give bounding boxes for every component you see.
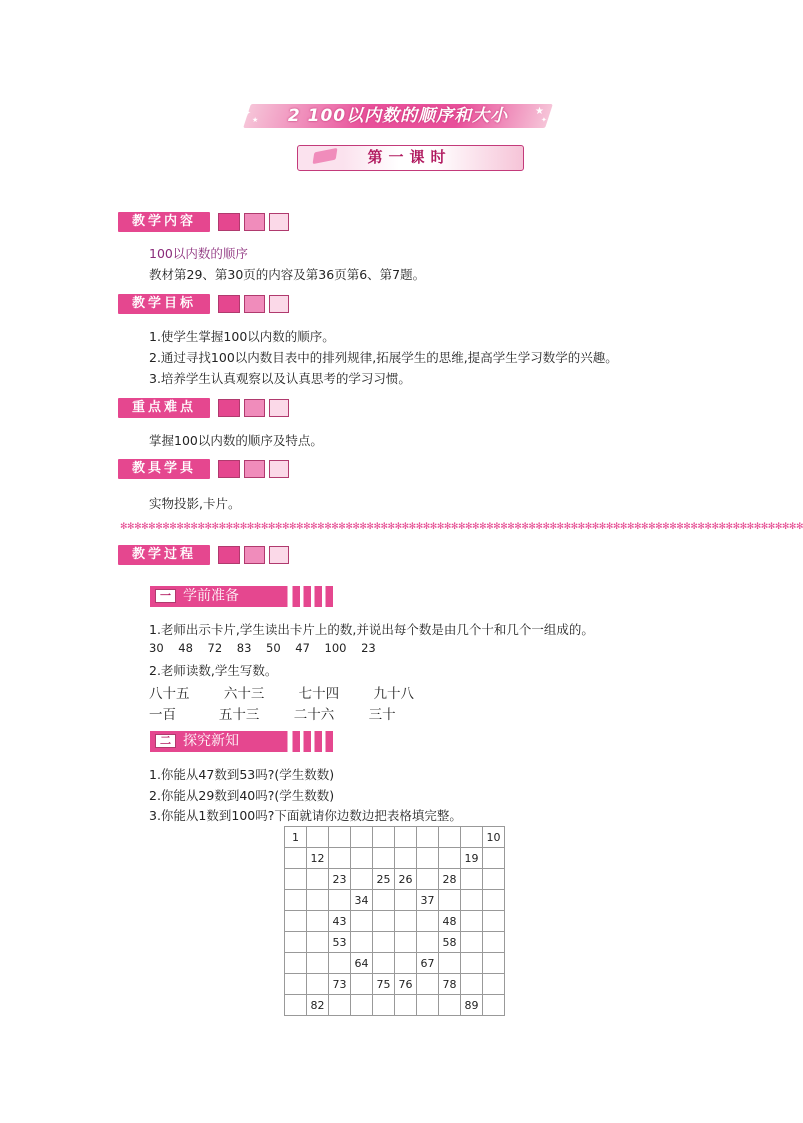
section-label: 教具学具 <box>118 459 210 479</box>
table-cell: 37 <box>417 890 439 911</box>
table-cell <box>483 974 505 995</box>
table-cell: 23 <box>329 869 351 890</box>
table-cell: 1 <box>285 827 307 848</box>
decor-square <box>269 460 289 478</box>
text-line: 2.你能从29数到40吗?(学生数数) <box>149 788 335 803</box>
table-cell: 67 <box>417 953 439 974</box>
text-line: 3.培养学生认真观察以及认真思考的学习习惯。 <box>149 371 411 386</box>
table-cell <box>417 848 439 869</box>
decor-square <box>269 546 289 564</box>
table-cell <box>285 890 307 911</box>
table-cell <box>285 911 307 932</box>
subheader-explore <box>150 731 333 752</box>
table-cell <box>285 848 307 869</box>
table-cell <box>351 995 373 1016</box>
decor-square <box>244 213 265 231</box>
table-cell: 26 <box>395 869 417 890</box>
table-cell <box>461 869 483 890</box>
table-cell <box>439 827 461 848</box>
chinese-numbers-row: 八十五 六十三 七十四 九十八 <box>149 686 414 702</box>
decor-square <box>244 546 265 564</box>
table-cell <box>461 890 483 911</box>
text-line: 实物投影,卡片。 <box>149 496 241 511</box>
text-line: 1.老师出示卡片,学生读出卡片上的数,并说出每个数是由几个十和几个一组成的。 <box>149 622 594 637</box>
section-label: 教学过程 <box>118 545 210 565</box>
table-row <box>285 911 505 932</box>
table-cell <box>329 848 351 869</box>
decor-square <box>218 546 240 564</box>
table-cell <box>285 953 307 974</box>
decor-square <box>269 295 289 313</box>
table-cell <box>483 995 505 1016</box>
decor-square <box>269 399 289 417</box>
table-cell: 48 <box>439 911 461 932</box>
table-cell: 25 <box>373 869 395 890</box>
table-row <box>285 932 505 953</box>
table-cell <box>307 932 329 953</box>
table-cell <box>395 911 417 932</box>
table-row <box>285 869 505 890</box>
sub-label: 探究新知 <box>183 733 239 749</box>
table-cell <box>285 932 307 953</box>
table-cell: 76 <box>395 974 417 995</box>
table-cell <box>351 869 373 890</box>
table-cell <box>373 932 395 953</box>
chinese-numbers-row: 一百 五十三 二十六 三十 <box>149 707 396 723</box>
table-row <box>285 974 505 995</box>
subheader-prep <box>150 586 333 607</box>
table-cell <box>395 995 417 1016</box>
table-cell <box>461 827 483 848</box>
table-row <box>285 848 505 869</box>
table-cell <box>351 848 373 869</box>
table-cell <box>307 974 329 995</box>
star-icon: ✦ <box>541 116 547 124</box>
table-cell: 75 <box>373 974 395 995</box>
table-cell <box>483 890 505 911</box>
section-label: 重点难点 <box>118 398 210 418</box>
table-cell <box>417 827 439 848</box>
table-cell: 64 <box>351 953 373 974</box>
table-cell <box>417 974 439 995</box>
table-cell <box>307 911 329 932</box>
table-cell: 53 <box>329 932 351 953</box>
table-cell <box>329 995 351 1016</box>
table-cell <box>439 890 461 911</box>
lesson-title: 第一课时 <box>367 148 452 166</box>
table-cell <box>483 848 505 869</box>
table-cell <box>351 911 373 932</box>
table-cell <box>351 932 373 953</box>
sub-label: 学前准备 <box>183 588 239 604</box>
table-cell <box>417 869 439 890</box>
table-cell: 28 <box>439 869 461 890</box>
table-cell <box>373 995 395 1016</box>
table-cell <box>373 953 395 974</box>
table-cell <box>329 953 351 974</box>
table-cell <box>461 932 483 953</box>
text-line: 教材第29、第30页的内容及第36页第6、第7题。 <box>149 267 426 282</box>
star-icon: ★ <box>252 116 259 124</box>
table-cell: 10 <box>483 827 505 848</box>
table-cell <box>417 995 439 1016</box>
table-cell <box>395 827 417 848</box>
section-label: 教学目标 <box>118 294 210 314</box>
dotted-divider: ✻✻✻✻✻✻✻✻✻✻✻✻✻✻✻✻✻✻✻✻✻✻✻✻✻✻✻✻✻✻✻✻✻✻✻✻✻✻✻✻✻✻✻✻✻✻✻✻✻✻✻✻✻✻✻✻✻✻✻✻✻✻✻✻✻✻✻✻✻✻✻✻✻✻✻✻✻✻✻✻✻✻✻✻✻✻✻✻✻✻✻✻✻✻✻✻✻ <box>120 522 803 532</box>
table-cell: 34 <box>351 890 373 911</box>
table-cell <box>373 827 395 848</box>
decor-square <box>244 460 265 478</box>
table-cell <box>373 890 395 911</box>
table-cell <box>307 953 329 974</box>
text-line: 1.使学生掌握100以内数的顺序。 <box>149 329 335 344</box>
decor-square <box>244 399 265 417</box>
table-cell <box>461 911 483 932</box>
table-cell: 12 <box>307 848 329 869</box>
text-line: 掌握100以内数的顺序及特点。 <box>149 433 323 448</box>
table-cell <box>351 827 373 848</box>
table-cell <box>329 890 351 911</box>
table-cell <box>439 953 461 974</box>
table-cell <box>439 995 461 1016</box>
table-cell <box>373 911 395 932</box>
decor-square <box>218 399 240 417</box>
table-cell: 89 <box>461 995 483 1016</box>
table-cell <box>483 953 505 974</box>
table-cell <box>417 932 439 953</box>
table-cell <box>285 974 307 995</box>
table-cell <box>307 890 329 911</box>
sub-number: 一 <box>155 589 176 603</box>
table-cell <box>417 911 439 932</box>
table-cell <box>351 974 373 995</box>
table-cell: 43 <box>329 911 351 932</box>
table-cell <box>461 974 483 995</box>
text-line: 100以内数的顺序 <box>149 246 248 261</box>
table-cell <box>373 848 395 869</box>
table-cell: 58 <box>439 932 461 953</box>
table-cell <box>285 869 307 890</box>
table-cell: 73 <box>329 974 351 995</box>
text-line: 3.你能从1数到100吗?下面就请你边数边把表格填完整。 <box>149 808 462 823</box>
table-cell <box>329 827 351 848</box>
decor-square <box>218 213 240 231</box>
star-icon: ✦ <box>243 108 252 119</box>
star-icon: ★ <box>535 106 544 117</box>
table-cell <box>483 869 505 890</box>
sub-number: 二 <box>155 734 176 748</box>
text-line: 2.通过寻找100以内数目表中的排列规律,拓展学生的思维,提高学生学习数学的兴趣。 <box>149 350 618 365</box>
decor-square <box>269 213 289 231</box>
table-cell <box>395 953 417 974</box>
section-label: 教学内容 <box>118 212 210 232</box>
table-cell <box>483 911 505 932</box>
decor-square <box>244 295 265 313</box>
table-cell <box>395 890 417 911</box>
text-line: 1.你能从47数到53吗?(学生数数) <box>149 767 335 782</box>
table-cell <box>461 953 483 974</box>
page-title: 2 100以内数的顺序和大小 <box>287 106 509 126</box>
table-cell <box>307 827 329 848</box>
table-cell <box>439 848 461 869</box>
table-cell: 82 <box>307 995 329 1016</box>
table-cell <box>483 932 505 953</box>
table-row <box>285 995 505 1016</box>
table-cell <box>395 932 417 953</box>
decor-square <box>218 295 240 313</box>
number-list: 30 48 72 83 50 47 100 23 <box>149 641 376 655</box>
table-row <box>285 953 505 974</box>
hundred-chart-table <box>284 826 505 1016</box>
text-line: 2.老师读数,学生写数。 <box>149 663 278 678</box>
table-row <box>285 827 505 848</box>
decor-square <box>218 460 240 478</box>
table-cell: 78 <box>439 974 461 995</box>
table-row <box>285 890 505 911</box>
table-cell <box>307 869 329 890</box>
table-cell <box>395 848 417 869</box>
table-cell: 19 <box>461 848 483 869</box>
table-cell <box>285 995 307 1016</box>
